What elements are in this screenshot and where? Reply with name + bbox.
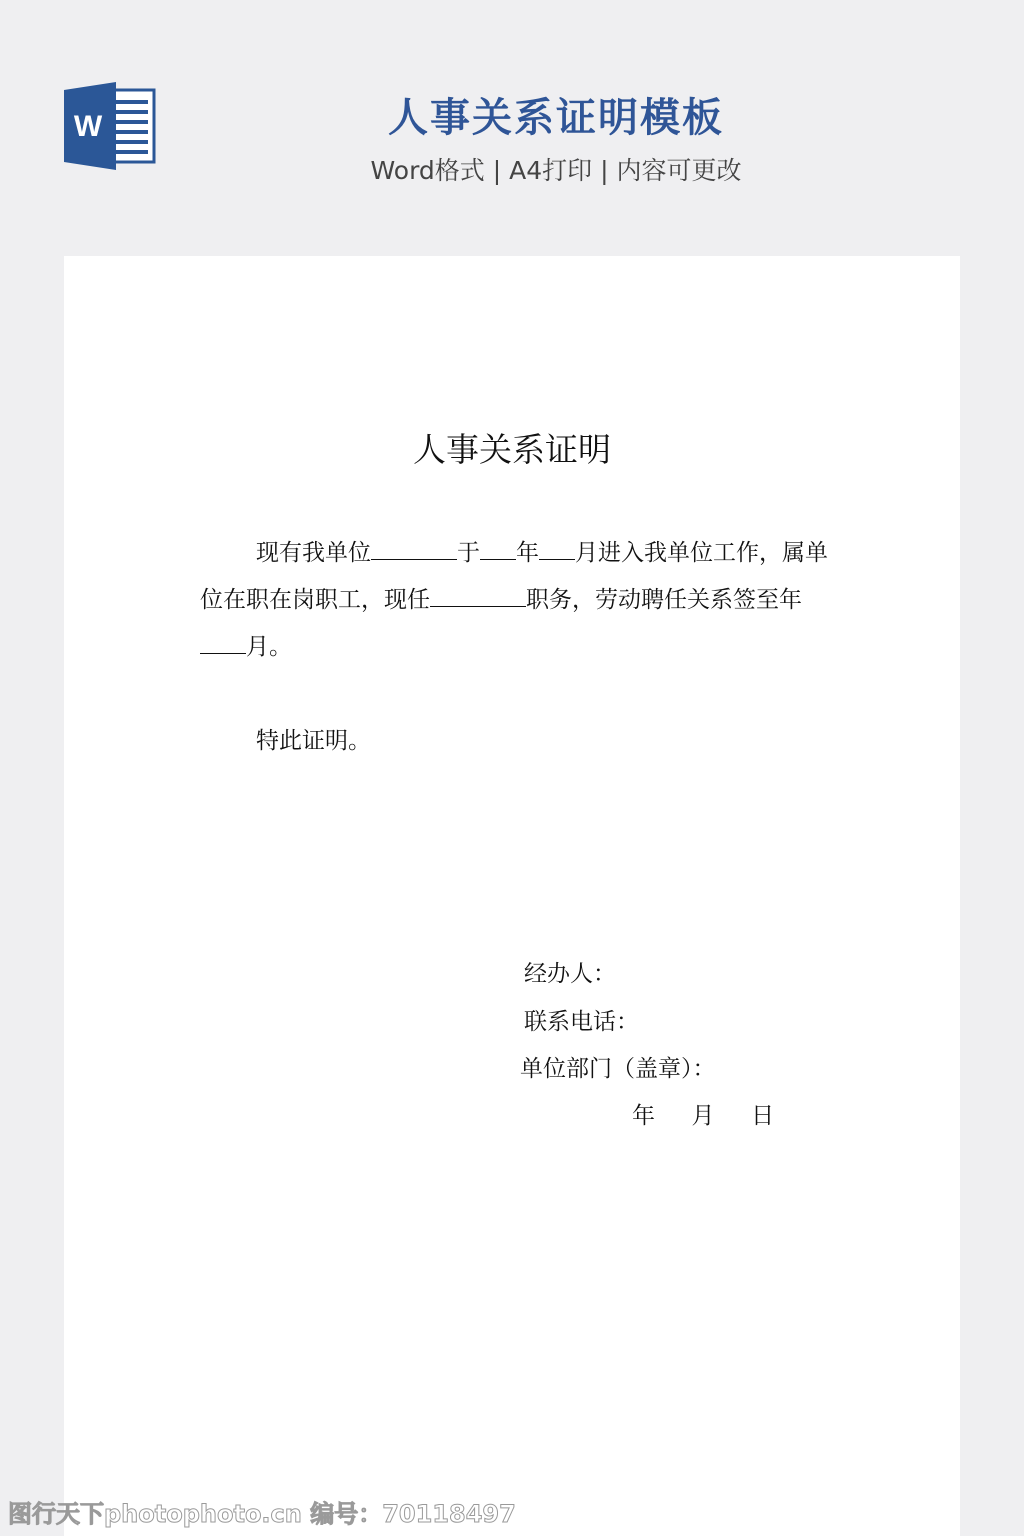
entry-month-blank[interactable] (539, 535, 575, 560)
department-seal-label: 单位部门（盖章）： (520, 1056, 716, 1082)
watermark-text: 图行天下photophoto.cn 编号：70118497 (8, 1500, 516, 1528)
document-page (64, 256, 960, 1536)
employee-name-blank[interactable] (371, 535, 457, 560)
word-icon-letter: W (73, 110, 103, 143)
body-text-3: 年 (516, 540, 539, 566)
body-text-5: 职务，劳动聘任关系签至年 (526, 587, 802, 613)
template-title: 人事关系证明模板 (388, 95, 724, 141)
body-text-4: 月进入我单位工作，属单位在职在岗职工，现任 (200, 540, 828, 613)
closing-statement: 特此证明。 (256, 728, 371, 754)
body-text-2: 于 (457, 540, 480, 566)
template-header (0, 0, 1024, 240)
body-text-1: 现有我单位 (256, 540, 371, 566)
phone-label: 联系电话： (524, 1009, 639, 1035)
entry-year-blank[interactable] (480, 535, 516, 560)
template-subtitle: Word格式 | A4打印 | 内容可更改 (370, 156, 742, 185)
body-text-6: 月。 (246, 634, 292, 660)
signature-date: 年 月 日 (632, 1103, 775, 1129)
position-blank[interactable] (430, 582, 526, 607)
contract-month-blank[interactable] (200, 629, 246, 654)
body-paragraph (200, 530, 830, 671)
handler-label: 经办人： (524, 961, 616, 987)
word-document-icon (64, 82, 156, 170)
document-title: 人事关系证明 (413, 430, 611, 469)
